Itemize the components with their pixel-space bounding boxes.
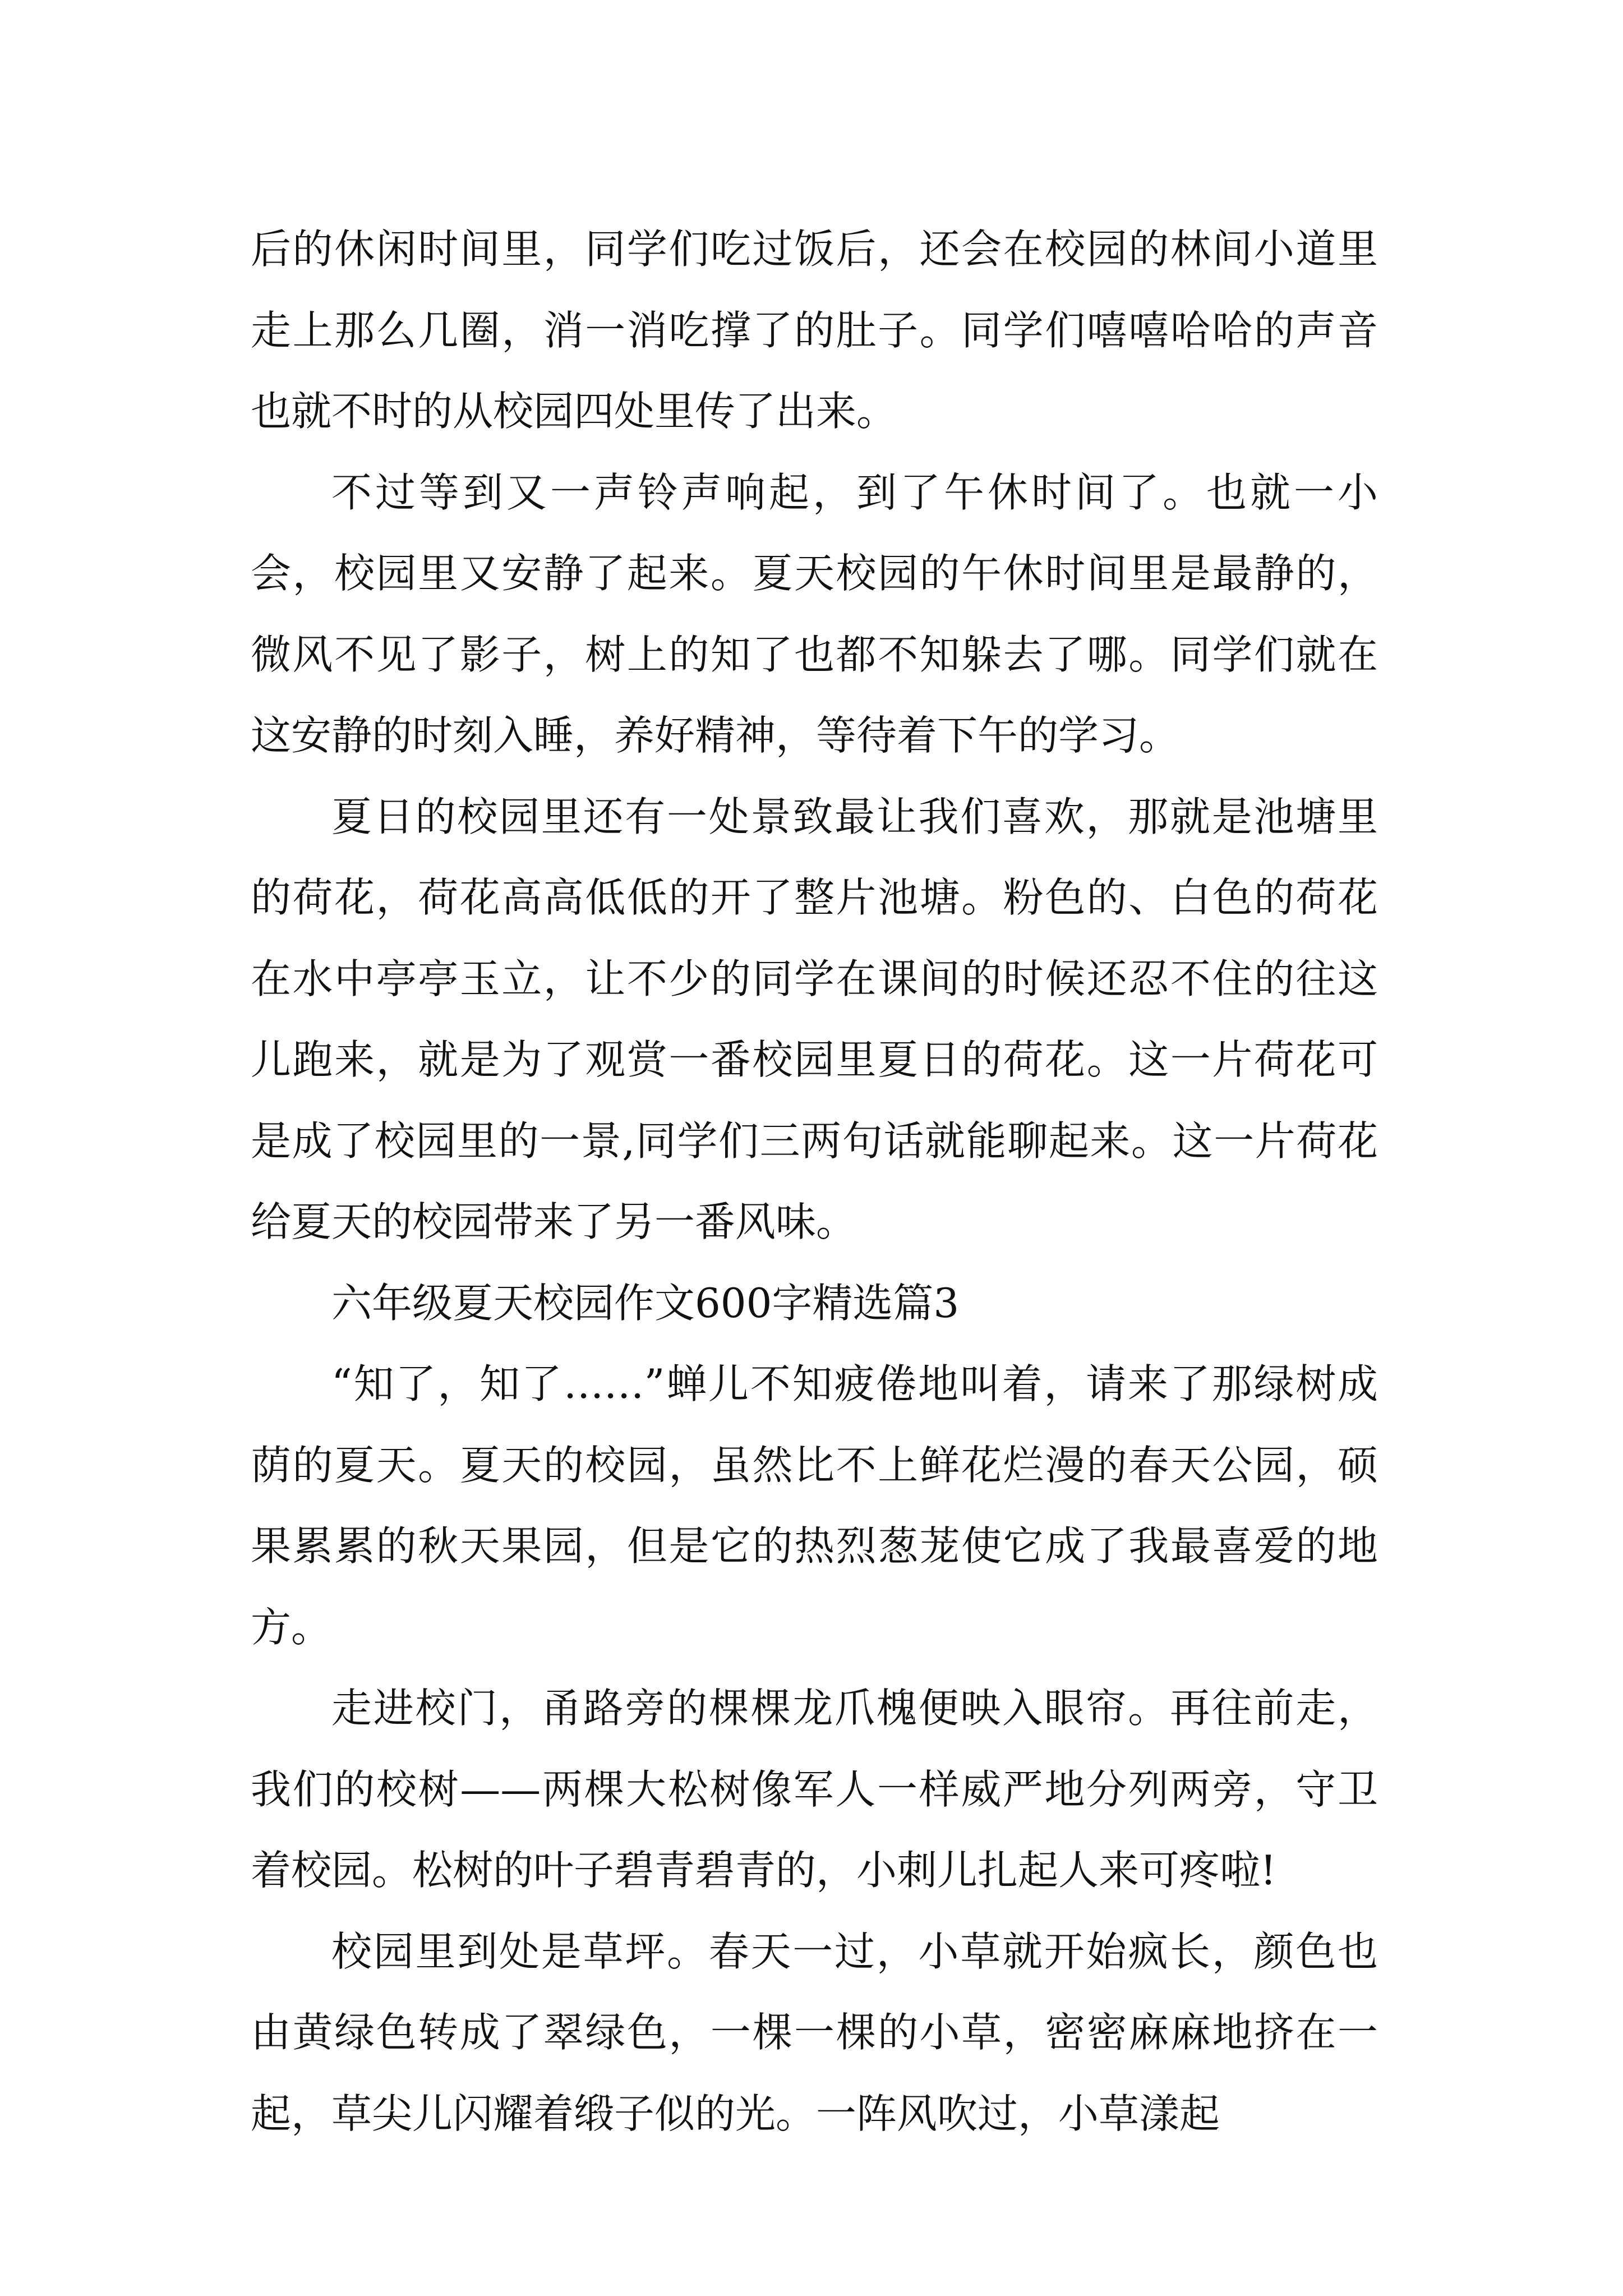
paragraph-2: 不过等到又一声铃声响起，到了午休时间了。也就一小会，校园里又安静了起来。夏天校园的午休时间里是最静的，微风不见了影子，树上的知了也都不知躲去了哪。同学们就在这安静的时刻入睡，养好精神，等待着下午的学习。 xyxy=(251,468,1378,759)
paragraph-1: 后的休闲时间里，同学们吃过饭后，还会在校园的林间小道里走上那么几圈，消一消吃撑了的肚子。同学们嘻嘻哈哈的声音也就不时的从校园四处里传了出来。 xyxy=(251,226,1378,435)
paragraph-4: “知了，知了……”蝉儿不知疲倦地叫着，请来了那绿树成荫的夏天。夏天的校园，虽然比不上鲜花烂漫的春天公园，硕果累累的秋天果园，但是它的热烈葱茏使它成了我最喜爱的地方。 xyxy=(251,1360,1378,1651)
section-title: 六年级夏天校园作文600字精选篇3 xyxy=(331,1279,960,1327)
paragraph-3: 夏日的校园里还有一处景致最让我们喜欢，那就是池塘里的荷花，荷花高高低低的开了整片池塘。粉色的、白色的荷花在水中亭亭玉立，让不少的同学在课间的时候还忍不住的往这儿跑来，就是为了观赏一番校园里夏日的荷花。这一片荷花可是成了校园里的一景,同学们三两句话就能聊起来。这一片荷花给夏天的校园带来了另一番风味。 xyxy=(251,793,1378,1245)
document-body xyxy=(251,209,1378,2154)
paragraph-6: 校园里到处是草坪。春天一过，小草就开始疯长，颜色也由黄绿色转成了翠绿色，一棵一棵的小草，密密麻麻地挤在一起，草尖儿闪耀着缎子似的光。一阵风吹过，小草漾起 xyxy=(251,1927,1378,2137)
paragraph-5: 走进校门，甬路旁的棵棵龙爪槐便映入眼帘。再往前走，我们的校树——两棵大松树像军人一样威严地分列两旁，守卫着校园。松树的叶子碧青碧青的，小刺儿扎起人来可疼啦! xyxy=(251,1685,1378,1894)
